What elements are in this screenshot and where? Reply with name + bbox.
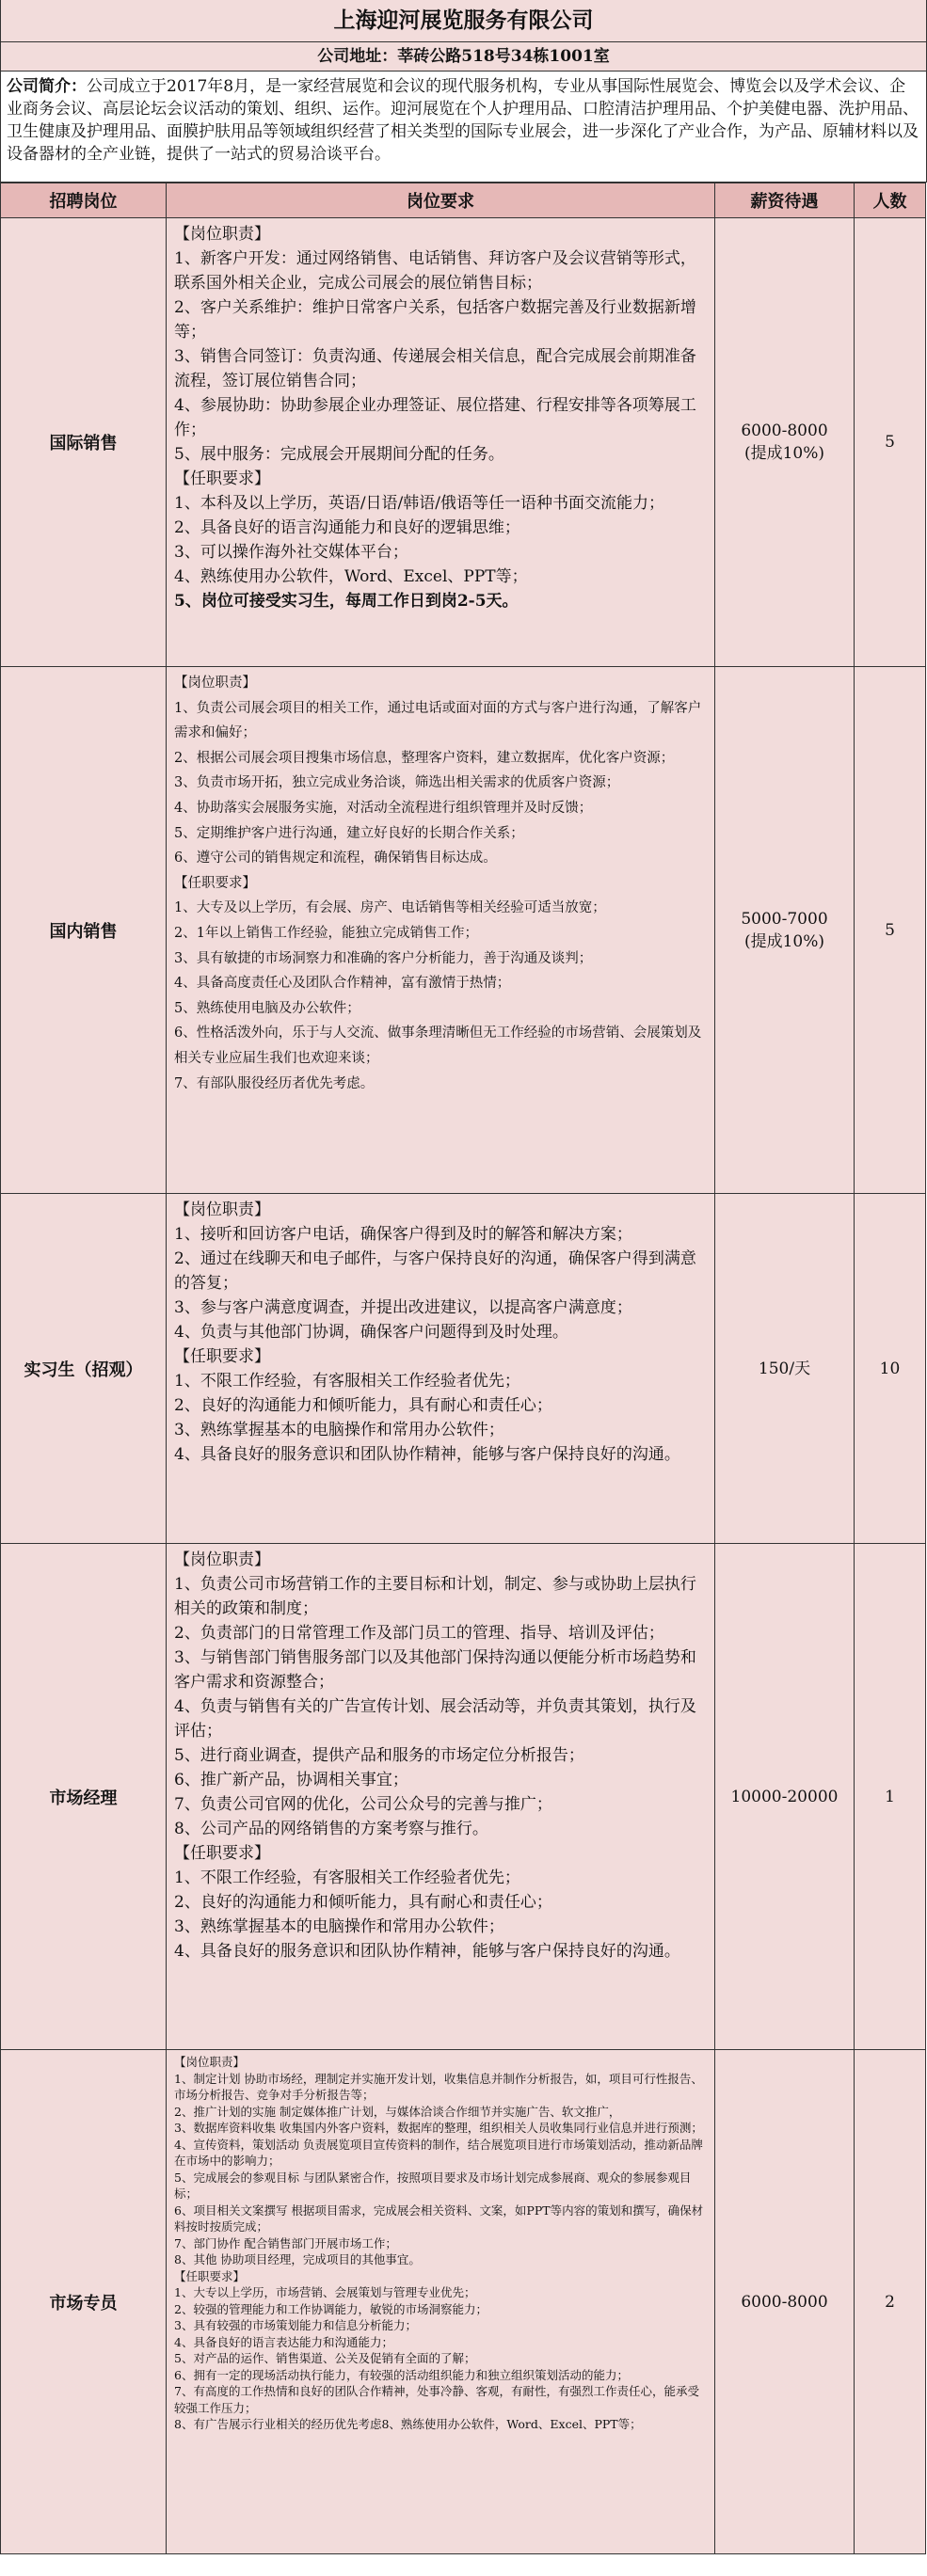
address-value: 莘砖公路518号34栋1001室: [397, 47, 610, 66]
table-row: [1, 2050, 926, 2554]
recruitment-sheet: [0, 0, 927, 183]
table-row: [1, 667, 926, 1194]
job-count: 10: [855, 1194, 926, 1544]
job-salary: 5000-7000 (提成10%): [715, 667, 855, 1194]
job-position: 国际销售: [1, 218, 167, 667]
job-count: 2: [855, 2050, 926, 2554]
jobs-table: [0, 183, 926, 2554]
header-requirements: 岗位要求: [167, 183, 715, 218]
table-header-row: [1, 183, 926, 218]
requirements-text: 【岗位职责】 1、负责公司展会项目的相关工作，通过电话或面对面的方式与客户进行沟通，了解客户需求和偏好； 2、根据公司展会项目搜集市场信息，整理客户资料，建立数据库，优化客户资源； 3、负责市场开拓，独立完成业务洽谈，筛选出相关需求的优质客户资源； 4、协助落实会展服务实施，对活动全流程进行组织管理并及时反馈； 5、定期维护客户进行沟通，建立好良好的长期合作关系； 6、遵守公司的销售规定和流程，确保销售目标达成。 【任职要求】 1、大专及以上学历，有会展、房产、电话销售等相关经验可适当放宽； 2、1年以上销售工作经验，能独立完成销售工作； 3、具有敏捷的市场洞察力和准确的客户分析能力，善于沟通及谈判； 4、具备高度责任心及团队合作精神，富有激情于热情； 5、熟练使用电脑及办公软件； 6、性格活泼外向，乐于与人交流、做事条理清晰但无工作经验的市场营销、会展策划及相关专业应届生我们也欢迎来谈； 7、有部队服役经历者优先考虑。: [174, 676, 702, 1091]
company-title: 上海迎河展览服务有限公司: [1, 0, 926, 42]
job-count: 5: [855, 667, 926, 1194]
job-requirements: [167, 667, 715, 1194]
requirements-emphasis: 5、岗位可接受实习生，每周工作日到岗2-5天。: [174, 592, 519, 611]
table-row: [1, 1194, 926, 1544]
table-row: [1, 1544, 926, 2050]
job-position: 市场专员: [1, 2050, 167, 2554]
header-count: 人数: [855, 183, 926, 218]
address-label: 公司地址：: [317, 47, 398, 66]
job-count: 1: [855, 1544, 926, 2050]
job-salary: 6000-8000: [715, 2050, 855, 2554]
job-requirements: [167, 1194, 715, 1544]
header-position: 招聘岗位: [1, 183, 167, 218]
job-position: 实习生（招观）: [1, 1194, 167, 1544]
company-address: [1, 42, 926, 72]
job-position: 市场经理: [1, 1544, 167, 2050]
job-salary: 6000-8000 (提成10%): [715, 218, 855, 667]
table-row: [1, 218, 926, 667]
job-salary: 10000-20000: [715, 1544, 855, 2050]
intro-label: 公司简介：: [7, 77, 87, 96]
requirements-text: 【岗位职责】 1、接听和回访客户电话，确保客户得到及时的解答和解决方案； 2、通过在线聊天和电子邮件，与客户保持良好的沟通，确保客户得到满意的答复； 3、参与客户满意度调查，并提出改进建议，以提高客户满意度； 4、负责与其他部门协调，确保客户问题得到及时处理。 【任职要求】 1、不限工作经验，有客服相关工作经验者优先； 2、良好的沟通能力和倾听能力，具有耐心和责任心； 3、熟练掌握基本的电脑操作和常用办公软件； 4、具备良好的服务意识和团队协作精神，能够与客户保持良好的沟通。: [174, 1201, 696, 1464]
requirements-text: 【岗位职责】 1、制定计划 协助市场经，理制定并实施开发计划，收集信息并制作分析报告，如，项目可行性报告、市场分析报告、竞争对手分析报告等； 2、推广计划的实施 制定媒体推广计划，与媒体洽谈合作细节并实施广告、软文推广， 3、数据库资料收集 收集国内外客户资料，数据库的整理，组织相关人员收集同行业信息并进行预测； 4、宣传资料，策划活动 负责展览项目宣传资料的制作，结合展览项目进行市场策划活动，推动新品牌在市场中的影响力； 5、完成展会的参观目标 与团队紧密合作，按照项目要求及市场计划完成参展商、观众的参展参观目标； 6、项目相关文案撰写 根据项目需求，完成展会相关资料、文案，如PPT等内容的策划和撰写，确保材料按时按质完成； 7、部门协作 配合销售部门开展市场工作； 8、其他 协助项目经理，完成项目的其他事宜。 【任职要求】 1、大专以上学历，市场营销、会展策划与管理专业优先； 2、较强的管理能力和工作协调能力，敏锐的市场洞察能力； 3、具有较强的市场策划能力和信息分析能力； 4、具备良好的语言表达能力和沟通能力； 5、对产品的运作、销售渠道、公关及促销有全面的了解； 6、拥有一定的现场活动执行能力，有较强的活动组织能力和独立组织策划活动的能力； 7、有高度的工作热情和良好的团队合作精神，处事冷静、客观，有耐性，有强烈工作责任心，能承受较强工作压力； 8、有广告展示行业相关的经历优先考虑8、熟练使用办公软件，Word、Excel、PPT等；: [174, 2055, 704, 2431]
job-salary: 150/天: [715, 1194, 855, 1544]
intro-text: 公司成立于2017年8月，是一家经营展览和会议的现代服务机构，专业从事国际性展览会、博览会以及学术会议、企业商务会议、高层论坛会议活动的策划、组织、运作。迎河展览在个人护理用品、口腔清洁护理用品、个护美健电器、洗护用品、卫生健康及护理用品、面膜护肤用品等领域组织经营了相关类型的国际专业展会，进一步深化了产业合作，为产品、原辅材料以及设备器材的全产业链，提供了一站式的贸易洽谈平台。: [7, 77, 919, 164]
requirements-text: 【岗位职责】 1、负责公司市场营销工作的主要目标和计划，制定、参与或协助上层执行相关的政策和制度； 2、负责部门的日常管理工作及部门员工的管理、指导、培训及评估； 3、与销售部门销售服务部门以及其他部门保持沟通以便能分析市场趋势和客户需求和资源整合； 4、负责与销售有关的广告宣传计划、展会活动等，并负责其策划，执行及评估； 5、进行商业调查，提供产品和服务的市场定位分析报告； 6、推广新产品，协调相关事宜； 7、负责公司官网的优化，公司公众号的完善与推广； 8、公司产品的网络销售的方案考察与推行。 【任职要求】 1、不限工作经验，有客服相关工作经验者优先； 2、良好的沟通能力和倾听能力，具有耐心和责任心； 3、熟练掌握基本的电脑操作和常用办公软件； 4、具备良好的服务意识和团队协作精神，能够与客户保持良好的沟通。: [174, 1550, 696, 1961]
job-count: 5: [855, 218, 926, 667]
job-requirements: [167, 1544, 715, 2050]
job-position: 国内销售: [1, 667, 167, 1194]
requirements-text: 【岗位职责】 1、新客户开发：通过网络销售、电话销售、拜访客户及会议营销等形式，联系国外相关企业，完成公司展会的展位销售目标； 2、客户关系维护：维护日常客户关系，包括客户数据完善及行业数据新增等； 3、销售合同签订：负责沟通、传递展会相关信息，配合完成展会前期准备流程，签订展位销售合同； 4、参展协助：协助参展企业办理签证、展位搭建、行程安排等各项筹展工作； 5、展中服务：完成展会开展期间分配的任务。 【任职要求】 1、本科及以上学历，英语/日语/韩语/俄语等任一语种书面交流能力； 2、具备良好的语言沟通能力和良好的逻辑思维； 3、可以操作海外社交媒体平台； 4、熟练使用办公软件，Word、Excel、PPT等；: [174, 225, 696, 586]
job-requirements: [167, 218, 715, 667]
company-intro: [1, 72, 926, 183]
header-salary: 薪资待遇: [715, 183, 855, 218]
job-requirements: [167, 2050, 715, 2554]
